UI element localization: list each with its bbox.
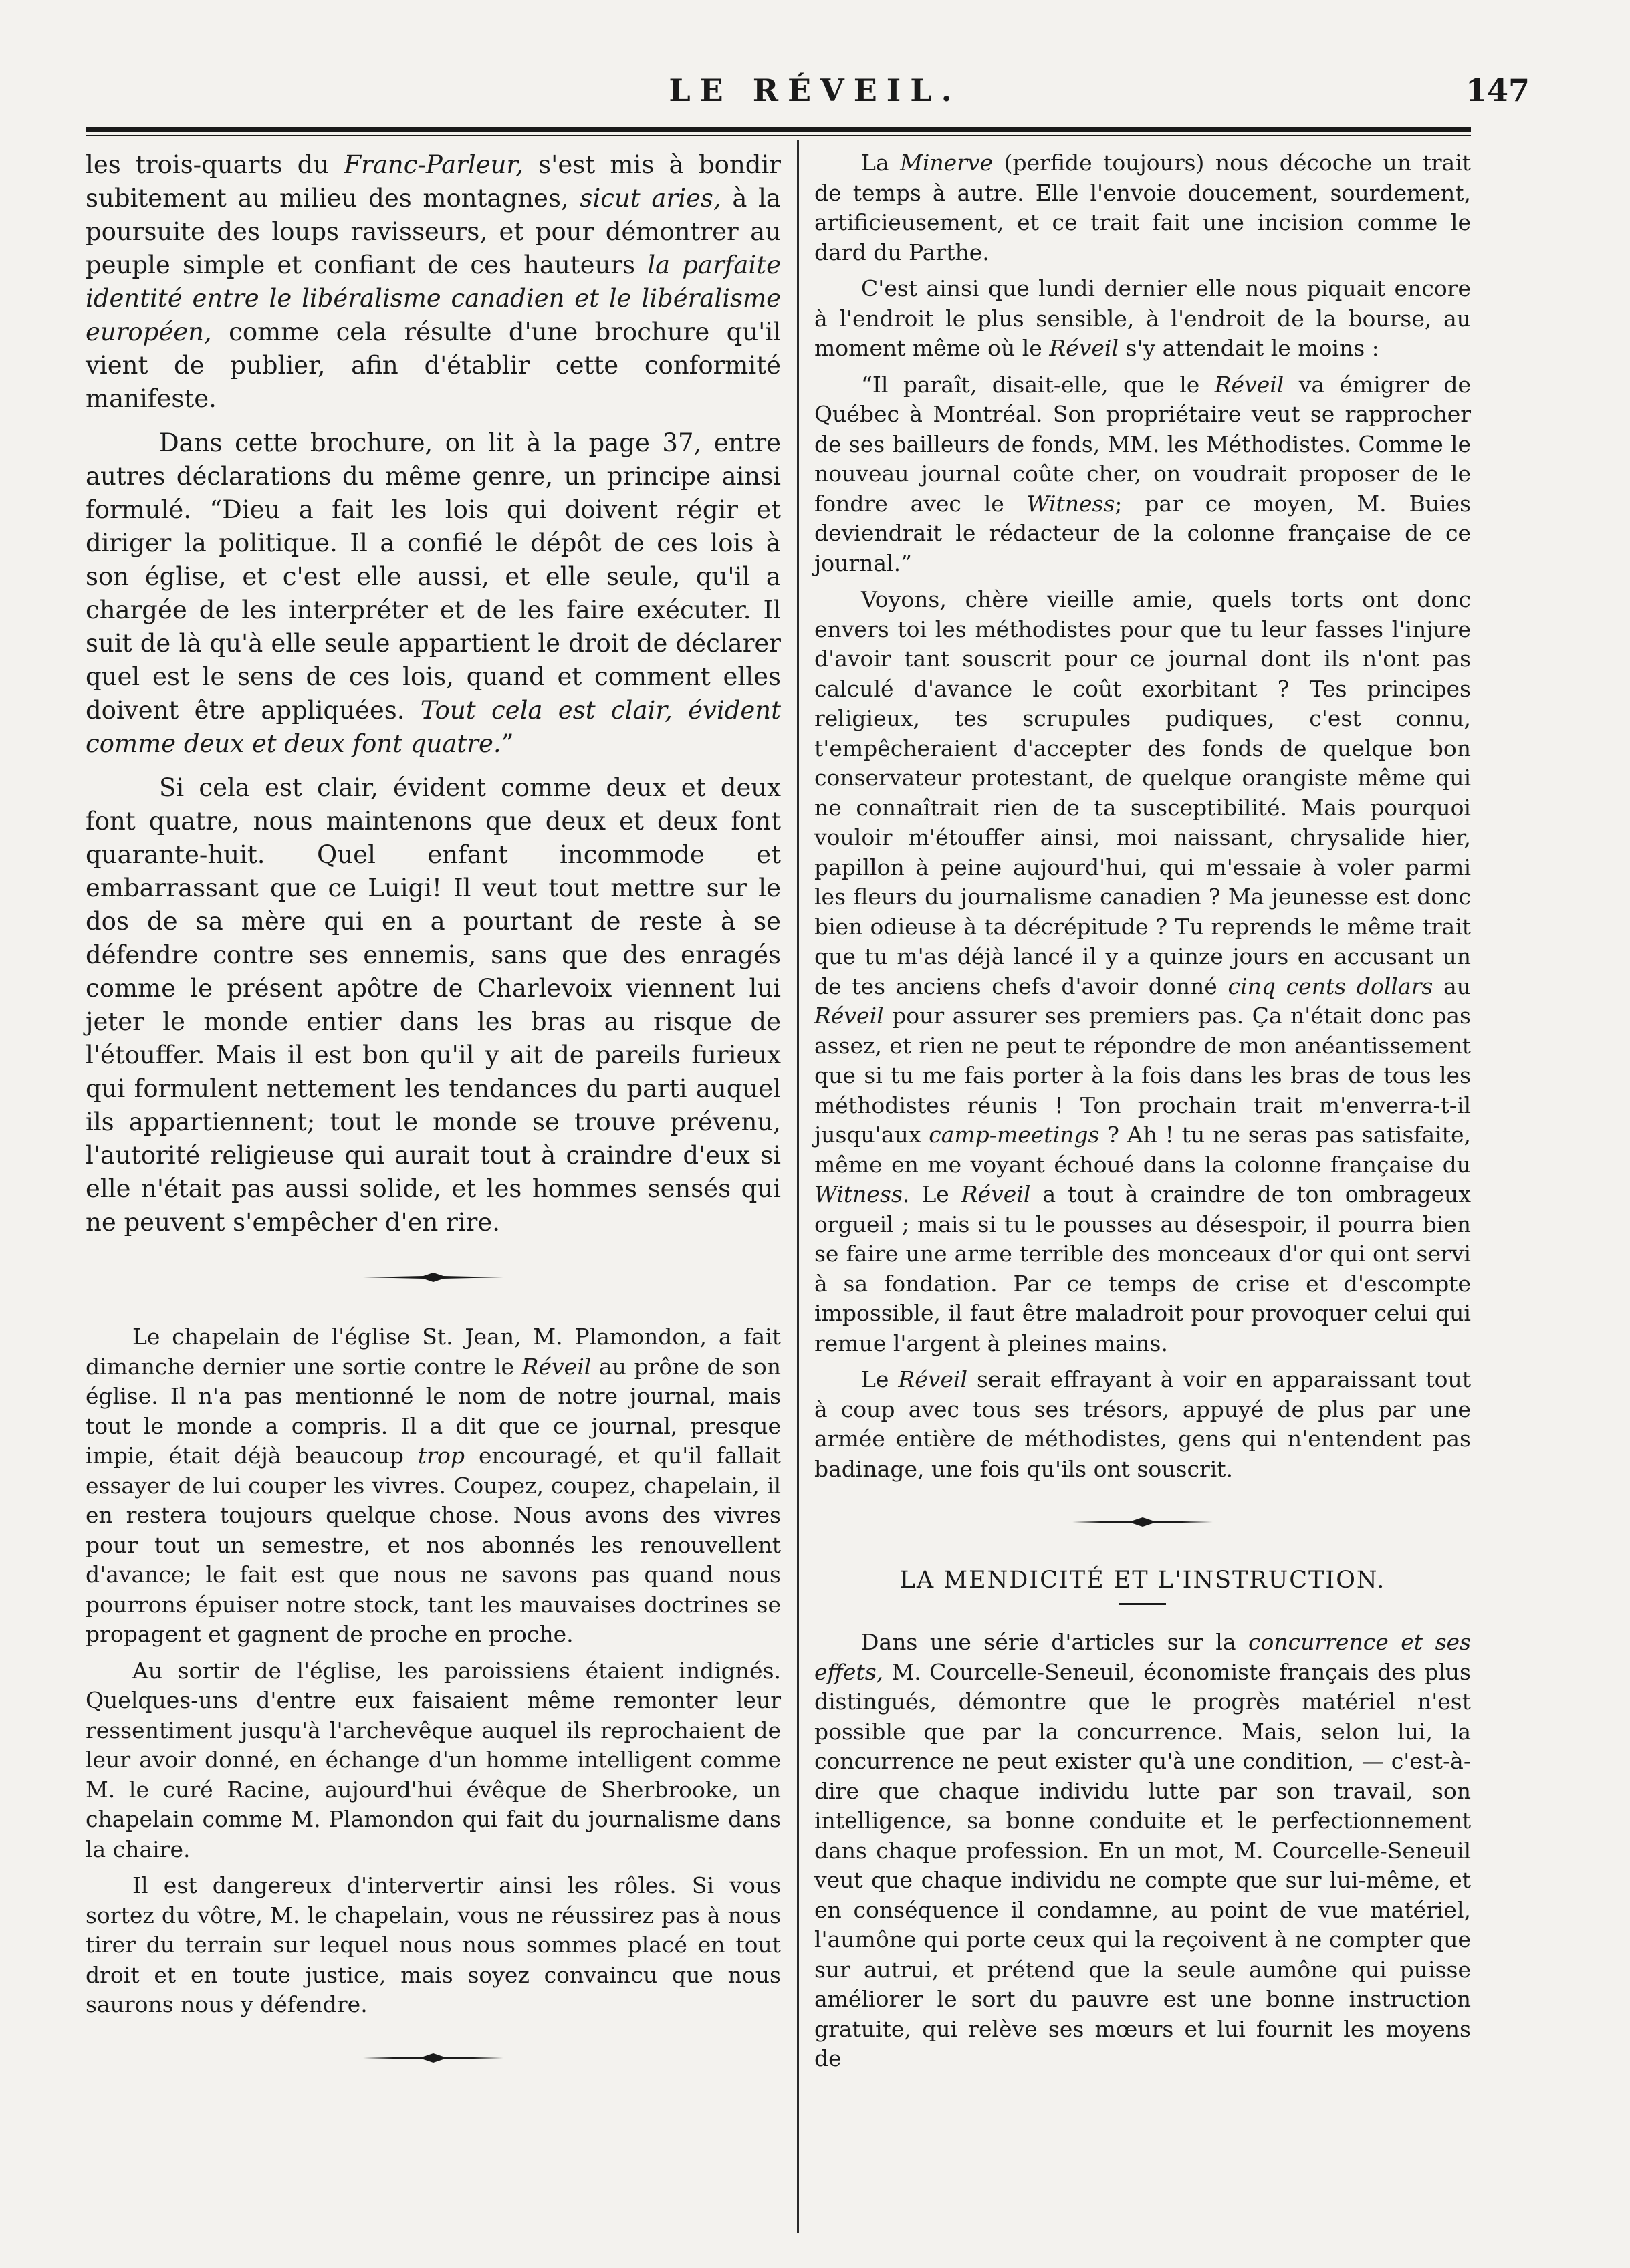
section-ornament (814, 1517, 1471, 1527)
left-paragraph-5: Au sortir de l'église, les paroissiens étaient indignés. Quelques-uns d'entre eux faisaient même remonter leur ressentiment jusqu'à l'archevêque auquel ils reprochaient de leur avoir donné, en échange d'un homme intelligent comme M. le curé Racine, aujourd'hui évêque de Sherbrooke, un chapelain comme M. Plamondon qui fait du journalisme dans la chaire. (86, 1657, 781, 1862)
ornament-rule-icon (363, 1273, 503, 1282)
header-rule (86, 127, 1471, 132)
header-rule-thin (86, 135, 1471, 136)
section-ornament (86, 1273, 781, 1282)
title-rule (1119, 1603, 1166, 1605)
left-paragraph-2: Dans cette brochure, on lit à la page 37, entre autres déclarations du même genre, un principe ainsi formulé. “Dieu a fait les lois qui doivent régir et diriger la politique. Il a confié le dépôt de ces lois à son église, et c'est elle aussi, et elle seule, qu'il a chargée de les interpréter et de les faire exécuter. Il suit de là qu'à elle seule appartient le droit de déclarer quel est le sens de ces lois, quand et comment elles doivent être appliquées. Tout cela est clair, évident comme deux et deux font quatre.” (86, 428, 781, 758)
section-ornament (86, 2053, 781, 2063)
left-paragraph-1: les trois-quarts du Franc-Parleur, s'est mis à bondir subitement au milieu des montagnes, sicut aries, à la poursuite des loups ravisseurs, et pour démontrer au peuple simple et confiant de ces hauteurs la parfaite identité entre le libéralisme canadien et le libéralisme européen, comme cela résulte d'une brochure qu'il vient de publier, afin d'établir cette conformité manifeste. (86, 150, 781, 413)
left-paragraph-6: Il est dangereux d'intervertir ainsi les rôles. Si vous sortez du vôtre, M. le chapelain, vous ne réussirez pas à nous tirer du terrain sur lequel nous nous sommes placé en tout droit et en toute justice, mais soyez convaincu que nous saurons nous y défendre. (86, 1872, 781, 2017)
column-divider (797, 140, 799, 2233)
right-paragraph-3: “Il paraît, disait-elle, que le Réveil va émigrer de Québec à Montréal. Son propriétaire veut se rapprocher de ses bailleurs de fonds, MM. les Méthodistes. Comme le nouveau journal coûte cher, on voudrait proposer de le fondre avec le Witness; par ce moyen, M. Buies deviendrait le rédacteur de la colonne française de ce journal.” (814, 371, 1471, 576)
right-paragraph-6: Dans une série d'articles sur la concurrence et ses effets, M. Courcelle-Seneuil, économiste français des plus distingués, démontre que le progrès matériel n'est possible que par la concurrence. Mais, selon lui, la concurrence ne peut exister qu'à une condition, — c'est-à-dire que chaque individu lutte par son travail, son intelligence, sa bonne conduite et le perfectionnement dans chaque profession. En un mot, M. Courcelle-Seneuil veut que chaque individu ne compte que sur lui-même, et en conséquence il condamne, au point de vue matériel, l'aumône qui porte ceux qui la reçoivent à ne compter que sur autrui, et prétend que la seule aumône qui puisse améliorer le sort du pauvre est une bonne instruction gratuite, qui relève ses mœurs et lui fournit les moyens de (814, 1629, 1471, 2071)
ornament-rule-icon (363, 2053, 503, 2063)
right-paragraph-1: La Minerve (perfide toujours) nous décoche un trait de temps à autre. Elle l'envoie doucement, sourdement, artificieusement, et ce trait fait une incision comme le dard du Parthe. (814, 150, 1471, 265)
left-column (86, 148, 781, 2103)
right-paragraph-5: Le Réveil serait effrayant à voir en apparaissant tout à coup avec tous ses trésors, appuyé de plus par une armée entière de méthodistes, gens qui n'entendent pas badinage, une fois qu'ils ont souscrit. (814, 1366, 1471, 1482)
right-paragraph-2: C'est ainsi que lundi dernier elle nous piquait encore à l'endroit le plus sensible, à l'endroit de la bourse, au moment même où le Réveil s'y attendait le moins : (814, 275, 1471, 361)
left-paragraph-3: Si cela est clair, évident comme deux et deux font quatre, nous maintenons que deux et deux font quarante-huit. Quel enfant incommode et embarrassant que ce Luigi! Il veut tout mettre sur le dos de sa mère qui en a pourtant de reste à se défendre contre ses ennemis, sans que des enragés comme le présent apôtre de Charlevoix viennent lui jeter le monde entier dans les bras au risque de l'étouffer. Mais il est bon qu'il y ait de pareils furieux qui formulent nettement les tendances du parti auquel ils appartiennent; tout le monde se trouve prévenu, l'autorité religieuse qui aurait tout à craindre d'eux si elle n'était pas aussi solide, et les hommes sensés qui ne peuvent s'empêcher d'en rire. (86, 773, 781, 1237)
right-paragraph-4: Voyons, chère vieille amie, quels torts ont donc envers toi les méthodistes pour que tu leur fasses l'injure d'avoir tant souscrit pour ce journal dont ils n'ont pas calculé d'avance le coût exorbitant ? Tes principes religieux, tes scrupules pudiques, c'est connu, t'empêcheraient d'accepter des fonds de quelque bon conservateur protestant, de quelque orangiste même qui ne connaîtrait rien de ta susceptibilité. Mais pourquoi vouloir m'étouffer ainsi, moi naissant, chrysalide hier, papillon à peine aujourd'hui, qui m'essaie à voler parmi les fleurs du journalisme canadien ? Ma jeunesse est donc bien odieuse à ta décrépitude ? Tu reprends le même trait que tu m'as déjà lancé il y a quinze jours en accusant un de tes anciens chefs d'avoir donné cinq cents dollars au Réveil pour assurer ses premiers pas. Ça n'était donc pas assez, et rien ne peut te répondre de mon anéantissement que si tu me fais porter à la fois dans les bras de tous les méthodistes réunis ! Ton prochain trait m'enverra-t-il jusqu'aux camp-meetings ? Ah ! tu ne seras pas satisfaite, même en me voyant échoué dans la colonne française du Witness. Le Réveil a tout à craindre de ton ombrageux orgueil ; mais si tu le pousses au désespoir, il pourra bien se faire une arme terrible des monceaux d'or qui ont servi à sa fondation. Par ce temps de crise et d'escompte impossible, il faut être maladroit pour provoquer celui qui remue l'argent à pleines mains. (814, 586, 1472, 1356)
right-column (814, 148, 1471, 2081)
running-title: LE RÉVEIL. (669, 72, 961, 108)
section-title: LA MENDICITÉ ET L'INSTRUCTION. (899, 1567, 1386, 1594)
ornament-rule-icon (1072, 1517, 1213, 1527)
left-paragraph-4: Le chapelain de l'église St. Jean, M. Plamondon, a fait dimanche dernier une sortie contre le Réveil au prône de son église. Il n'a pas mentionné le nom de notre journal, mais tout le monde a compris. Il a dit que ce journal, presque impie, était déjà beaucoup trop encouragé, et qu'il fallait essayer de lui couper les vivres. Coupez, coupez, chapelain, il en restera toujours quelque chose. Nous avons des vivres pour tout un semestre, et nos abonnés les renouvellent d'avance; le fait est que nous ne savons pas quand nous pourrons épuiser notre stock, tant les mauvaises doctrines se propagent et gagnent de proche en proche. (86, 1324, 781, 1647)
page-number: 147 (1465, 72, 1530, 108)
